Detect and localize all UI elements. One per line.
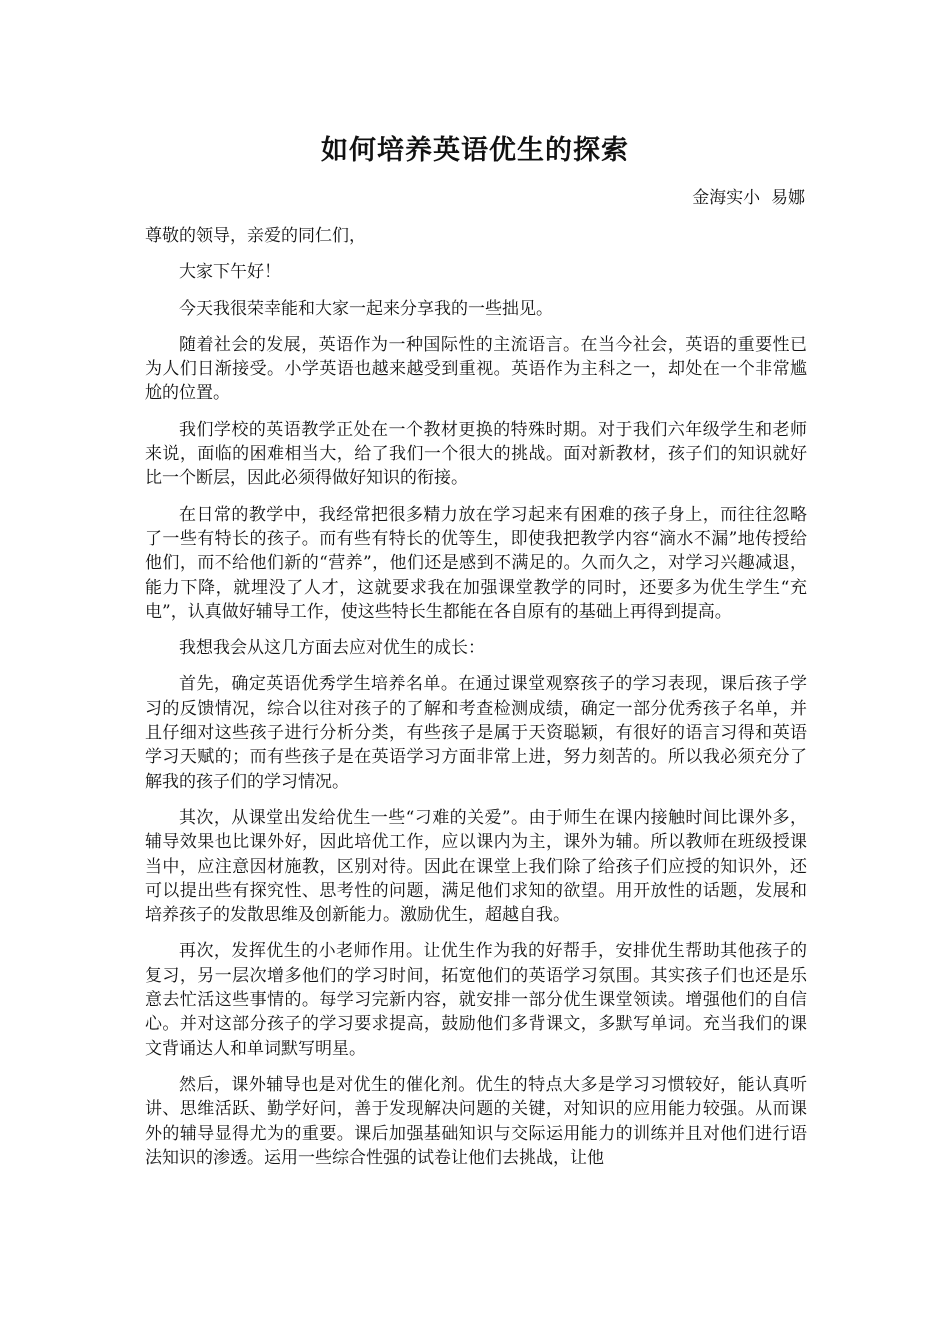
- document-title: 如何培养英语优生的探索: [321, 135, 629, 166]
- paragraph-third: 再次，发挥优生的小老师作用。让优生作为我的好帮手，安排优生帮助其他孩子的复习，另一层次增多他们的学习时间，拓宽他们的英语学习氛围。其实孩子们也还是乐意去忙活这些事情的。每学习完新内容，就安排一部分优生课堂领读。增强他们的自信心。并对这部分孩子的学习要求提高，鼓励他们多背课文，多默写单词。充当我们的课文背诵达人和单词默写明星。: [145, 941, 807, 1059]
- paragraph-first: 首先，确定英语优秀学生培养名单。在通过课堂观察孩子的学习表现，课后孩子学习的反馈情况，综合以往对孩子的了解和考查检测成绩，确定一部分优秀孩子名单，并且仔细对这些孩子进行分析分类，有些孩子是属于天资聪颖，有很好的语言习得和英语学习天赋的；而有些孩子是在英语学习方面非常上进，努力刻苦的。所以我必须充分了解我的孩子们的学习情况。: [145, 674, 807, 792]
- paragraph-then: 然后，课外辅导也是对优生的催化剂。优生的特点大多是学习习惯较好，能认真听讲、思维活跃、勤学好问，善于发现解决问题的关键，对知识的应用能力较强。从而课外的辅导显得尤为的重要。课后加强基础知识与交际运用能力的训练并且对他们进行语法知识的渗透。运用一些综合性强的试卷让他们去挑战，让他: [145, 1074, 807, 1168]
- paragraph-approach-intro: 我想我会从这几方面去应对优生的成长：: [179, 638, 485, 659]
- paragraph-intro: 今天我很荣幸能和大家一起来分享我的一些拙见。: [179, 298, 553, 319]
- paragraph-background: 随着社会的发展，英语作为一种国际性的主流语言。在当今社会，英语的重要性已为人们日渐接受。小学英语也越来越受到重视。英语作为主科之一，却处在一个非常尴尬的位置。: [145, 334, 807, 404]
- paragraph-second: 其次，从课堂出发给优生一些“刁难的关爱”。由于师生在课内接触时间比课外多，辅导效果也比课外好，因此培优工作，应以课内为主，课外为辅。所以教师在班级授课当中，应注意因材施教，区别对待。因此在课堂上我们除了给孩子们应授的知识外，还可以提出些有探究性、思考性的问题，满足他们求知的欲望。用开放性的话题，发展和培养孩子的发散思维及创新能力。激励优生，超越自我。: [145, 807, 807, 926]
- paragraph-salutation: 尊敬的领导，亲爱的同仁们，: [145, 226, 366, 246]
- author-line: 金海实小 易娜: [692, 188, 805, 208]
- paragraph-daily-teaching: 在日常的教学中，我经常把很多精力放在学习起来有困难的孩子身上，而往往忽略了一些有特长的孩子。而有些有特长的优等生，即使我把教学内容“滴水不漏”地传授给他们，而不给他们新的“营养”，他们还是感到不满足的。久而久之，对学习兴趣减退，能力下降，就埋没了人才，这就要求我在加强课堂教学的同时，还要多为优生学生“充电”，认真做好辅导工作，使这些特长生都能在各自原有的基础上再得到提高。: [145, 504, 807, 622]
- document-body: [145, 224, 807, 1182]
- paragraph-greeting: 大家下午好！: [179, 262, 281, 283]
- paragraph-textbook-change: 我们学校的英语教学正处在一个教材更换的特殊时期。对于我们六年级学生和老师来说，面临的困难相当大，给了我们一个很大的挑战。面对新教材，孩子们的知识就好比一个断层，因此必须得做好知识的衔接。: [145, 419, 807, 489]
